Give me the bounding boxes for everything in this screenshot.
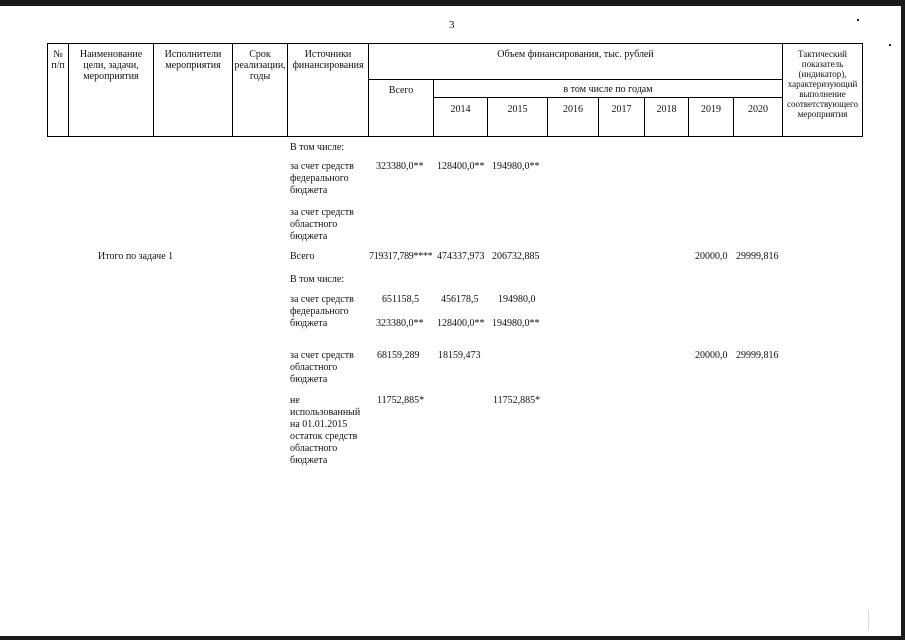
grid-line — [487, 97, 488, 137]
row4-2014: 474337,973 — [437, 251, 485, 262]
grid-line — [368, 43, 369, 137]
year-header-2020: 2020 — [748, 104, 768, 115]
page-right-edge — [901, 0, 905, 640]
row4-2019: 20000,0 — [695, 251, 728, 262]
row7-source: за счет средств областного бюджета — [290, 350, 354, 385]
row6-total-b: 323380,0** — [376, 318, 424, 329]
row5-source: В том числе: — [290, 274, 345, 285]
year-header-2016: 2016 — [563, 104, 583, 115]
header-inner-line — [368, 79, 782, 80]
grid-line — [688, 97, 689, 137]
grid-line — [644, 97, 645, 137]
row2-source: за счет средств федерального бюджета — [290, 161, 354, 196]
row7-2019: 20000,0 — [695, 350, 728, 361]
row6-total-a: 651158,5 — [382, 294, 420, 305]
grid-line — [733, 97, 734, 137]
row6-2014-a: 456178,5 — [441, 294, 479, 305]
grid-line — [598, 97, 599, 137]
year-header-2017: 2017 — [611, 104, 632, 115]
row3-source: за счет средств областного бюджета — [290, 207, 354, 242]
col-name-header: Наименование цели, задачи, мероприятия — [79, 49, 143, 82]
col-executors-header: Исполнители мероприятия — [164, 49, 222, 71]
col-term-header: Срок реализации, годы — [234, 49, 286, 82]
col-source-header: Источники финансирования — [292, 49, 364, 71]
row6-2015-b: 194980,0** — [492, 318, 540, 329]
grid-line — [287, 43, 288, 137]
row4-source: Всего — [290, 251, 315, 262]
year-header-2014: 2014 — [450, 104, 471, 115]
scan-mark — [868, 610, 869, 630]
page-top-edge — [0, 0, 905, 6]
row7-2014: 18159,473 — [438, 350, 481, 361]
row4-total: 719317,789**** — [369, 251, 433, 262]
grid-line — [862, 43, 863, 137]
row4-name: Итого по задаче 1 — [98, 251, 174, 262]
header-bottom-line — [47, 136, 862, 137]
col-by-years-header: в том числе по годам — [563, 84, 653, 95]
year-header-2018: 2018 — [656, 104, 677, 115]
row7-2020: 29999,816 — [736, 350, 779, 361]
header-inner-line — [433, 97, 782, 98]
row8-2015: 11752,885* — [493, 395, 541, 406]
scan-speck — [889, 44, 891, 46]
row4-2015: 206732,885 — [492, 251, 540, 262]
col-number-header: № п/п — [51, 49, 65, 71]
row6-2015-a: 194980,0 — [498, 294, 536, 305]
page-number: 3 — [449, 19, 455, 31]
grid-line — [68, 43, 69, 137]
row2-2015: 194980,0** — [492, 161, 540, 172]
row2-total: 323380,0** — [376, 161, 424, 172]
row4-2020: 29999,816 — [736, 251, 779, 262]
row8-total: 11752,885* — [377, 395, 425, 406]
header-top-line — [47, 43, 862, 44]
row1-source: В том числе: — [290, 142, 345, 153]
grid-line — [153, 43, 154, 137]
page-bottom-edge — [0, 636, 905, 640]
col-indicator-header: Тактический показатель (индикатор), характеризующий выполнение соответствующего мероприятия — [786, 49, 859, 119]
col-total-header: Всего — [388, 85, 414, 96]
scan-speck — [857, 19, 859, 21]
row6-2014-b: 128400,0** — [437, 318, 485, 329]
grid-line — [547, 97, 548, 137]
row2-2014: 128400,0** — [437, 161, 485, 172]
col-volume-header: Объем финансирования, тыс. рублей — [497, 49, 654, 60]
row7-total: 68159,289 — [377, 350, 420, 361]
row8-source: не использованный на 01.01.2015 остаток средств областного бюджета — [290, 395, 361, 466]
grid-line — [782, 43, 783, 137]
year-header-2019: 2019 — [701, 104, 721, 115]
row6-source: за счет средств федерального бюджета — [290, 294, 354, 329]
year-header-2015: 2015 — [507, 104, 528, 115]
grid-line — [47, 43, 48, 137]
